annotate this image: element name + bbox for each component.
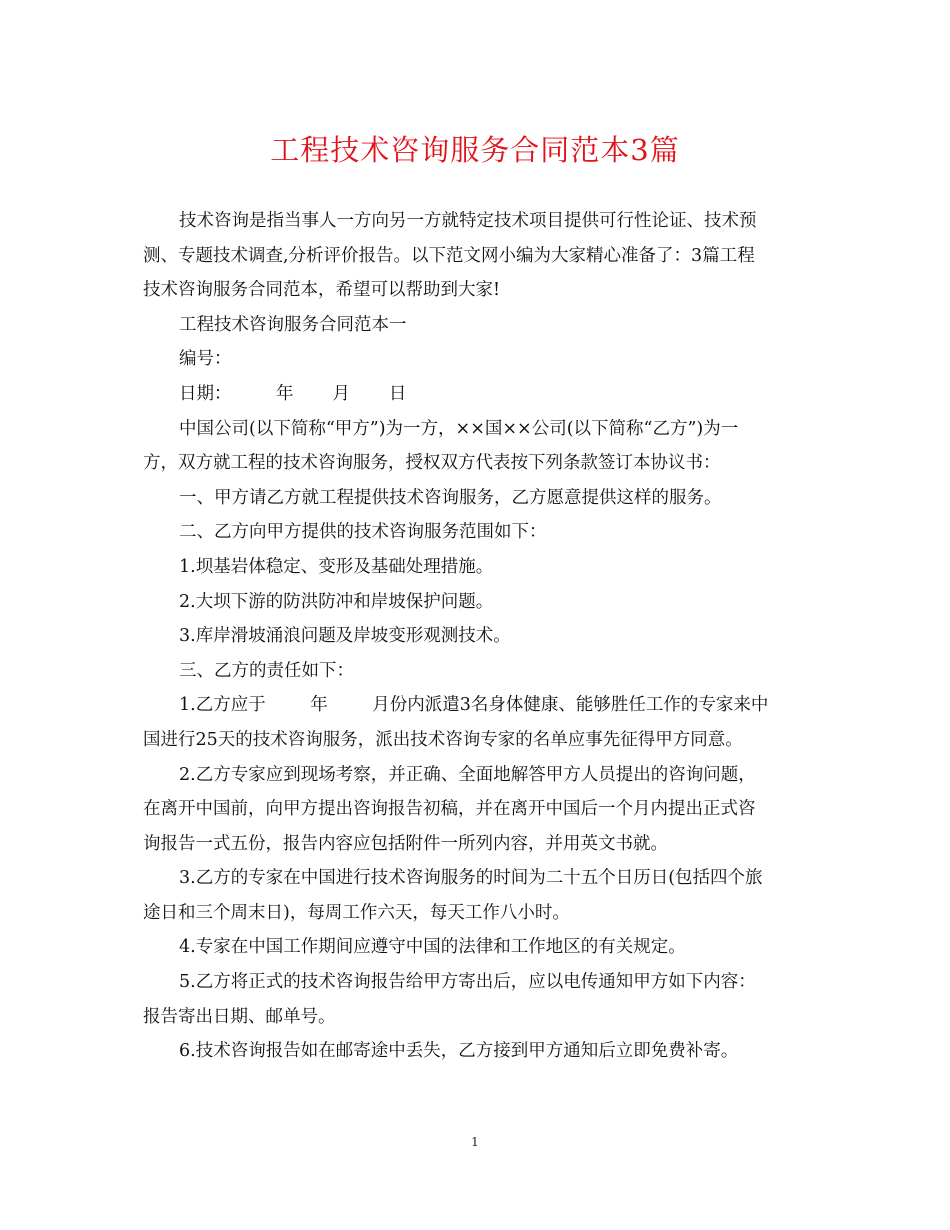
document-line: 一、甲方请乙方就工程提供技术咨询服务，乙方愿意提供这样的服务。	[179, 487, 722, 508]
document-paragraph-line	[143, 896, 807, 931]
document-paragraph-line	[143, 412, 807, 447]
document-paragraph-line	[143, 758, 807, 793]
document-paragraph-line	[143, 688, 807, 723]
document-paragraph-line	[143, 239, 807, 274]
document-paragraph-line	[143, 930, 807, 965]
document-paragraph-line	[143, 204, 807, 239]
document-line: 中国公司(以下简称“甲方”)为一方，××国××公司(以下简称“乙方”)为一	[179, 418, 739, 439]
document-line: 4.专家在中国工作期间应遵守中国的法律和工作地区的有关规定。	[179, 937, 686, 958]
document-line: 测、专题技术调查,分析评价报告。以下范文网小编为大家精心准备了：3篇工程	[143, 245, 755, 266]
document-line: 6.技术咨询报告如在邮寄途中丢失，乙方接到甲方通知后立即免费补寄。	[179, 1041, 739, 1062]
document-line: 2.大坝下游的防洪防冲和岸坡保护问题。	[179, 591, 494, 612]
page-number: 1	[471, 1135, 479, 1149]
document-paragraph-line	[143, 792, 807, 827]
document-paragraph-line	[143, 481, 807, 516]
document-paragraph-line	[143, 654, 807, 689]
document-line: 三、乙方的责任如下：	[179, 660, 354, 681]
document-line: 二、乙方向甲方提供的技术咨询服务范围如下：	[179, 522, 547, 543]
document-line: 3.乙方的专家在中国进行技术咨询服务的时间为二十五个日历日(包括四个旅	[179, 868, 763, 889]
document-paragraph-line	[143, 1000, 807, 1035]
document-paragraph-line	[143, 377, 807, 412]
document-line: 国进行25天的技术咨询服务，派出技术咨询专家的名单应事先征得甲方同意。	[143, 729, 743, 750]
document-paragraph-line	[143, 861, 807, 896]
document-line: 1.乙方应于 年 月份内派遣3名身体健康、能够胜任工作的专家来中	[179, 695, 769, 716]
document-line: 方，双方就工程的技术咨询服务，授权双方代表按下列条款签订本协议书：	[143, 453, 721, 474]
document-line: 询报告一式五份，报告内容应包括附件一所列内容，并用英文书就。	[143, 833, 668, 854]
document-paragraph-line	[143, 550, 807, 585]
document-line: 1.坝基岩体稳定、变形及基础处理措施。	[179, 556, 494, 577]
document-paragraph-line	[143, 515, 807, 550]
document-line: 3.库岸滑坡涌浪问题及岸坡变形观测技术。	[179, 626, 511, 647]
document-paragraph-line	[143, 342, 807, 377]
document-line: 在离开中国前，向甲方提出咨询报告初稿，并在离开中国后一个月内提出正式咨	[143, 799, 756, 820]
document-paragraph-line	[143, 965, 807, 1000]
document-paragraph-line	[143, 1034, 807, 1069]
document-line: 5.乙方将正式的技术咨询报告给甲方寄出后，应以电传通知甲方如下内容：	[179, 972, 756, 993]
document-line: 报告寄出日期、邮单号。	[143, 1006, 336, 1027]
document-paragraph-line	[143, 308, 807, 343]
document-body	[143, 204, 807, 1069]
document-line: 工程技术咨询服务合同范本一	[179, 314, 407, 335]
document-paragraph-line	[143, 273, 807, 308]
document-line: 2.乙方专家应到现场考察，并正确、全面地解答甲方人员提出的咨询问题，	[179, 764, 756, 785]
document-paragraph-line	[143, 827, 807, 862]
document-line: 日期： 年 月 日	[179, 383, 407, 404]
document-line: 技术咨询是指当事人一方向另一方就特定技术项目提供可行性论证、技术预	[179, 211, 757, 231]
document-line: 技术咨询服务合同范本，希望可以帮助到大家!	[143, 280, 501, 301]
document-line: 编号：	[179, 349, 232, 370]
document-line: 途日和三个周末日)，每周工作六天，每天工作八小时。	[143, 902, 570, 923]
document-paragraph-line	[143, 585, 807, 620]
document-title: 工程技术咨询服务合同范本3篇	[270, 133, 680, 167]
document-paragraph-line	[143, 446, 807, 481]
document-paragraph-line	[143, 619, 807, 654]
document-paragraph-line	[143, 723, 807, 758]
